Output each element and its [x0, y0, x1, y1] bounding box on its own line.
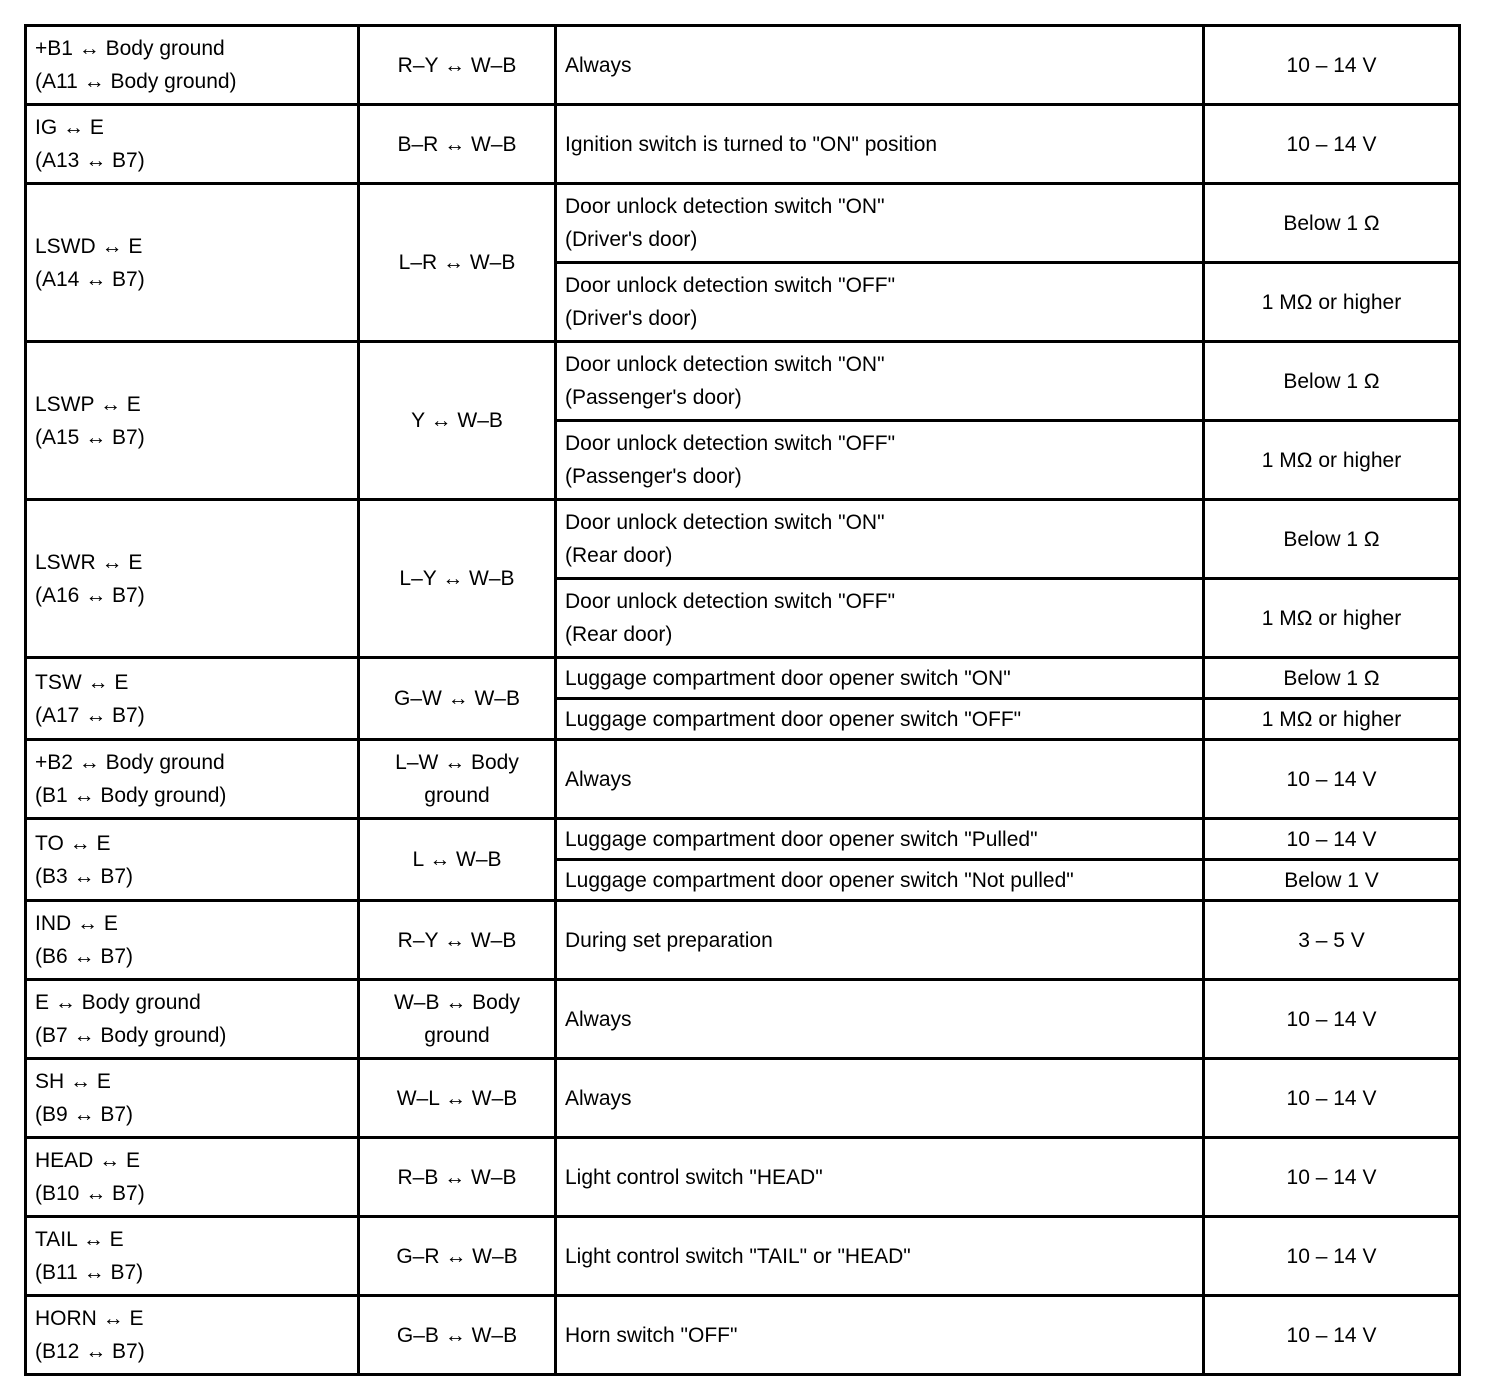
specified-condition-text: Below 1 V	[1284, 868, 1379, 892]
terminal-text: (B9 ↔ B7)	[35, 1103, 134, 1126]
condition-text: Always	[565, 1007, 632, 1031]
specified-condition-cell	[1204, 579, 1460, 658]
specified-condition-cell	[1204, 184, 1460, 263]
condition-cell	[556, 421, 1204, 500]
terminal-cell	[26, 26, 359, 105]
terminal-text: (B1 ↔ Body ground)	[35, 784, 227, 807]
specified-condition-cell	[1204, 699, 1460, 740]
terminal-cell	[26, 740, 359, 819]
wiring-color-cell	[359, 184, 556, 342]
table-row	[26, 26, 1460, 105]
specified-condition-cell	[1204, 980, 1460, 1059]
wiring-color-cell	[359, 740, 556, 819]
condition-text: Light control switch "TAIL" or "HEAD"	[565, 1244, 911, 1268]
table-row	[26, 819, 1460, 860]
specified-condition-text: 10 – 14 V	[1286, 1165, 1377, 1189]
wiring-color-cell	[359, 1217, 556, 1296]
specified-condition-cell	[1204, 1059, 1460, 1138]
condition-cell	[556, 901, 1204, 980]
specified-condition-cell	[1204, 421, 1460, 500]
specified-condition-cell	[1204, 740, 1460, 819]
terminal-text: (B11 ↔ B7)	[35, 1261, 144, 1284]
terminal-cell	[26, 901, 359, 980]
condition-cell	[556, 860, 1204, 901]
specified-condition-text: Below 1 Ω	[1283, 527, 1380, 551]
terminal-inspection-table	[24, 24, 1461, 1376]
specified-condition-cell	[1204, 819, 1460, 860]
specified-condition-text: Below 1 Ω	[1283, 666, 1380, 690]
specified-condition-text: 10 – 14 V	[1286, 1323, 1377, 1347]
table-body	[26, 26, 1460, 1375]
condition-cell	[556, 105, 1204, 184]
wiring-color-cell	[359, 1296, 556, 1375]
wiring-color-text: W–L ↔ W–B	[396, 1086, 518, 1110]
condition-text: Always	[565, 767, 632, 791]
wiring-color-cell	[359, 980, 556, 1059]
wiring-color-cell	[359, 819, 556, 901]
terminal-text: (A14 ↔ B7)	[35, 267, 145, 291]
table-row	[26, 1059, 1460, 1138]
wiring-color-text: ground	[424, 784, 490, 807]
terminal-text: (B6 ↔ B7)	[35, 945, 134, 968]
terminal-cell	[26, 1296, 359, 1375]
condition-cell	[556, 263, 1204, 342]
condition-text: Door unlock detection switch "ON"	[565, 195, 885, 218]
condition-cell	[556, 980, 1204, 1059]
wiring-color-cell	[359, 500, 556, 658]
condition-cell	[556, 1138, 1204, 1217]
specified-condition-text: 10 – 14 V	[1286, 827, 1377, 851]
condition-cell	[556, 342, 1204, 421]
specified-condition-cell	[1204, 860, 1460, 901]
wiring-color-cell	[359, 1059, 556, 1138]
wiring-color-cell	[359, 1138, 556, 1217]
wiring-color-text: G–W ↔ W–B	[393, 687, 520, 710]
wiring-color-cell	[359, 658, 556, 740]
terminal-text: E ↔ Body ground	[35, 991, 201, 1014]
condition-text: Door unlock detection switch "ON"	[565, 511, 885, 534]
wiring-color-text: Y ↔ W–B	[411, 409, 503, 432]
terminal-cell	[26, 1217, 359, 1296]
specified-condition-text: 1 MΩ or higher	[1261, 606, 1402, 630]
specified-condition-text: 10 – 14 V	[1286, 132, 1377, 156]
specified-condition-cell	[1204, 500, 1460, 579]
condition-text: (Passenger's door)	[565, 386, 742, 409]
wiring-color-text: L ↔ W–B	[412, 848, 502, 871]
table-row	[26, 740, 1460, 819]
wiring-color-text: R–B ↔ W–B	[397, 1165, 517, 1189]
specified-condition-text: Below 1 Ω	[1283, 369, 1380, 393]
specified-condition-text: 1 MΩ or higher	[1261, 707, 1402, 731]
specified-condition-cell	[1204, 263, 1460, 342]
condition-text: Always	[565, 53, 632, 77]
terminal-text: (A13 ↔ B7)	[35, 149, 145, 172]
condition-text: Luggage compartment door opener switch "ON"	[565, 666, 1011, 690]
terminal-cell	[26, 1059, 359, 1138]
terminal-text: +B1 ↔ Body ground	[35, 37, 225, 60]
terminal-text: IG ↔ E	[35, 116, 104, 139]
condition-text: Luggage compartment door opener switch "Not pulled"	[565, 868, 1074, 892]
terminal-text: (B7 ↔ Body ground)	[35, 1024, 227, 1047]
specified-condition-cell	[1204, 1217, 1460, 1296]
specified-condition-text: 10 – 14 V	[1286, 1244, 1377, 1268]
specified-condition-text: 1 MΩ or higher	[1261, 448, 1402, 472]
terminal-text: (A15 ↔ B7)	[35, 425, 145, 449]
terminal-text: HORN ↔ E	[35, 1307, 144, 1330]
condition-text: Door unlock detection switch "ON"	[565, 353, 885, 376]
condition-text: Luggage compartment door opener switch "OFF"	[565, 707, 1022, 731]
specified-condition-cell	[1204, 342, 1460, 421]
specified-condition-text: 1 MΩ or higher	[1261, 290, 1402, 314]
specified-condition-text: 10 – 14 V	[1286, 1086, 1377, 1110]
specified-condition-text: 3 – 5 V	[1298, 928, 1365, 952]
condition-text: Door unlock detection switch "OFF"	[565, 590, 896, 613]
terminal-text: (B12 ↔ B7)	[35, 1340, 145, 1363]
specified-condition-text: Below 1 Ω	[1283, 211, 1380, 235]
terminal-text: SH ↔ E	[35, 1070, 111, 1093]
wiring-color-text: W–B ↔ Body	[393, 991, 521, 1014]
condition-text: Horn switch "OFF"	[565, 1323, 738, 1347]
terminal-text: (A16 ↔ B7)	[35, 583, 145, 607]
condition-text: (Passenger's door)	[565, 465, 742, 488]
specified-condition-text: 10 – 14 V	[1286, 767, 1377, 791]
specified-condition-cell	[1204, 1138, 1460, 1217]
condition-cell	[556, 500, 1204, 579]
specified-condition-text: 10 – 14 V	[1286, 53, 1377, 77]
wiring-color-text: R–Y ↔ W–B	[397, 928, 517, 952]
terminal-cell	[26, 819, 359, 901]
terminal-cell	[26, 500, 359, 658]
specified-condition-cell	[1204, 901, 1460, 980]
condition-cell	[556, 579, 1204, 658]
specified-condition-cell	[1204, 26, 1460, 105]
terminal-cell	[26, 184, 359, 342]
wiring-color-cell	[359, 26, 556, 105]
condition-text: During set preparation	[565, 928, 773, 952]
wiring-color-text: L–Y ↔ W–B	[399, 567, 515, 590]
terminal-cell	[26, 105, 359, 184]
wiring-color-text: L–R ↔ W–B	[398, 251, 516, 274]
terminal-text: IND ↔ E	[35, 912, 118, 935]
condition-cell	[556, 658, 1204, 699]
condition-text: Light control switch "HEAD"	[565, 1165, 823, 1189]
condition-text: Door unlock detection switch "OFF"	[565, 274, 896, 297]
table-row	[26, 342, 1460, 421]
wiring-color-cell	[359, 901, 556, 980]
terminal-text: LSWP ↔ E	[35, 392, 141, 416]
table-row	[26, 184, 1460, 263]
condition-text: Always	[565, 1086, 632, 1110]
terminal-text: (A17 ↔ B7)	[35, 703, 145, 727]
wiring-color-text: B–R ↔ W–B	[397, 132, 517, 156]
table-row	[26, 1296, 1460, 1375]
terminal-cell	[26, 980, 359, 1059]
condition-text: Door unlock detection switch "OFF"	[565, 432, 896, 455]
wiring-color-cell	[359, 105, 556, 184]
terminal-text: HEAD ↔ E	[35, 1149, 141, 1172]
terminal-cell	[26, 658, 359, 740]
terminal-text: TO ↔ E	[35, 831, 111, 855]
condition-cell	[556, 1059, 1204, 1138]
terminal-text: TAIL ↔ E	[35, 1228, 124, 1251]
table-row	[26, 500, 1460, 579]
table-row	[26, 1217, 1460, 1296]
specified-condition-cell	[1204, 1296, 1460, 1375]
condition-text: (Driver's door)	[565, 307, 698, 330]
specified-condition-cell	[1204, 105, 1460, 184]
condition-cell	[556, 1217, 1204, 1296]
condition-text: Ignition switch is turned to "ON" position	[565, 132, 938, 156]
wiring-color-text: ground	[424, 1024, 490, 1047]
terminal-cell	[26, 342, 359, 500]
table-row	[26, 980, 1460, 1059]
condition-cell	[556, 699, 1204, 740]
condition-cell	[556, 740, 1204, 819]
terminal-text: +B2 ↔ Body ground	[35, 751, 225, 774]
condition-text: (Driver's door)	[565, 228, 698, 251]
terminal-text: (B10 ↔ B7)	[35, 1182, 145, 1205]
condition-text: (Rear door)	[565, 544, 673, 567]
wiring-color-text: G–R ↔ W–B	[396, 1244, 518, 1268]
condition-text: Luggage compartment door opener switch "Pulled"	[565, 827, 1038, 851]
wiring-color-text: R–Y ↔ W–B	[397, 53, 517, 77]
terminal-text: (B3 ↔ B7)	[35, 864, 134, 888]
specified-condition-cell	[1204, 658, 1460, 699]
wiring-color-text: G–B ↔ W–B	[396, 1323, 518, 1347]
condition-cell	[556, 819, 1204, 860]
table-row	[26, 901, 1460, 980]
condition-cell	[556, 1296, 1204, 1375]
terminal-cell	[26, 1138, 359, 1217]
terminal-text: TSW ↔ E	[35, 670, 129, 694]
table-row	[26, 658, 1460, 699]
terminal-text: LSWR ↔ E	[35, 550, 143, 574]
condition-cell	[556, 26, 1204, 105]
wiring-color-cell	[359, 342, 556, 500]
condition-text: (Rear door)	[565, 623, 673, 646]
specified-condition-text: 10 – 14 V	[1286, 1007, 1377, 1031]
table-row	[26, 1138, 1460, 1217]
terminal-text: LSWD ↔ E	[35, 234, 143, 258]
wiring-color-text: L–W ↔ Body	[395, 751, 519, 774]
table-row	[26, 105, 1460, 184]
condition-cell	[556, 184, 1204, 263]
terminal-text: (A11 ↔ Body ground)	[35, 70, 237, 93]
